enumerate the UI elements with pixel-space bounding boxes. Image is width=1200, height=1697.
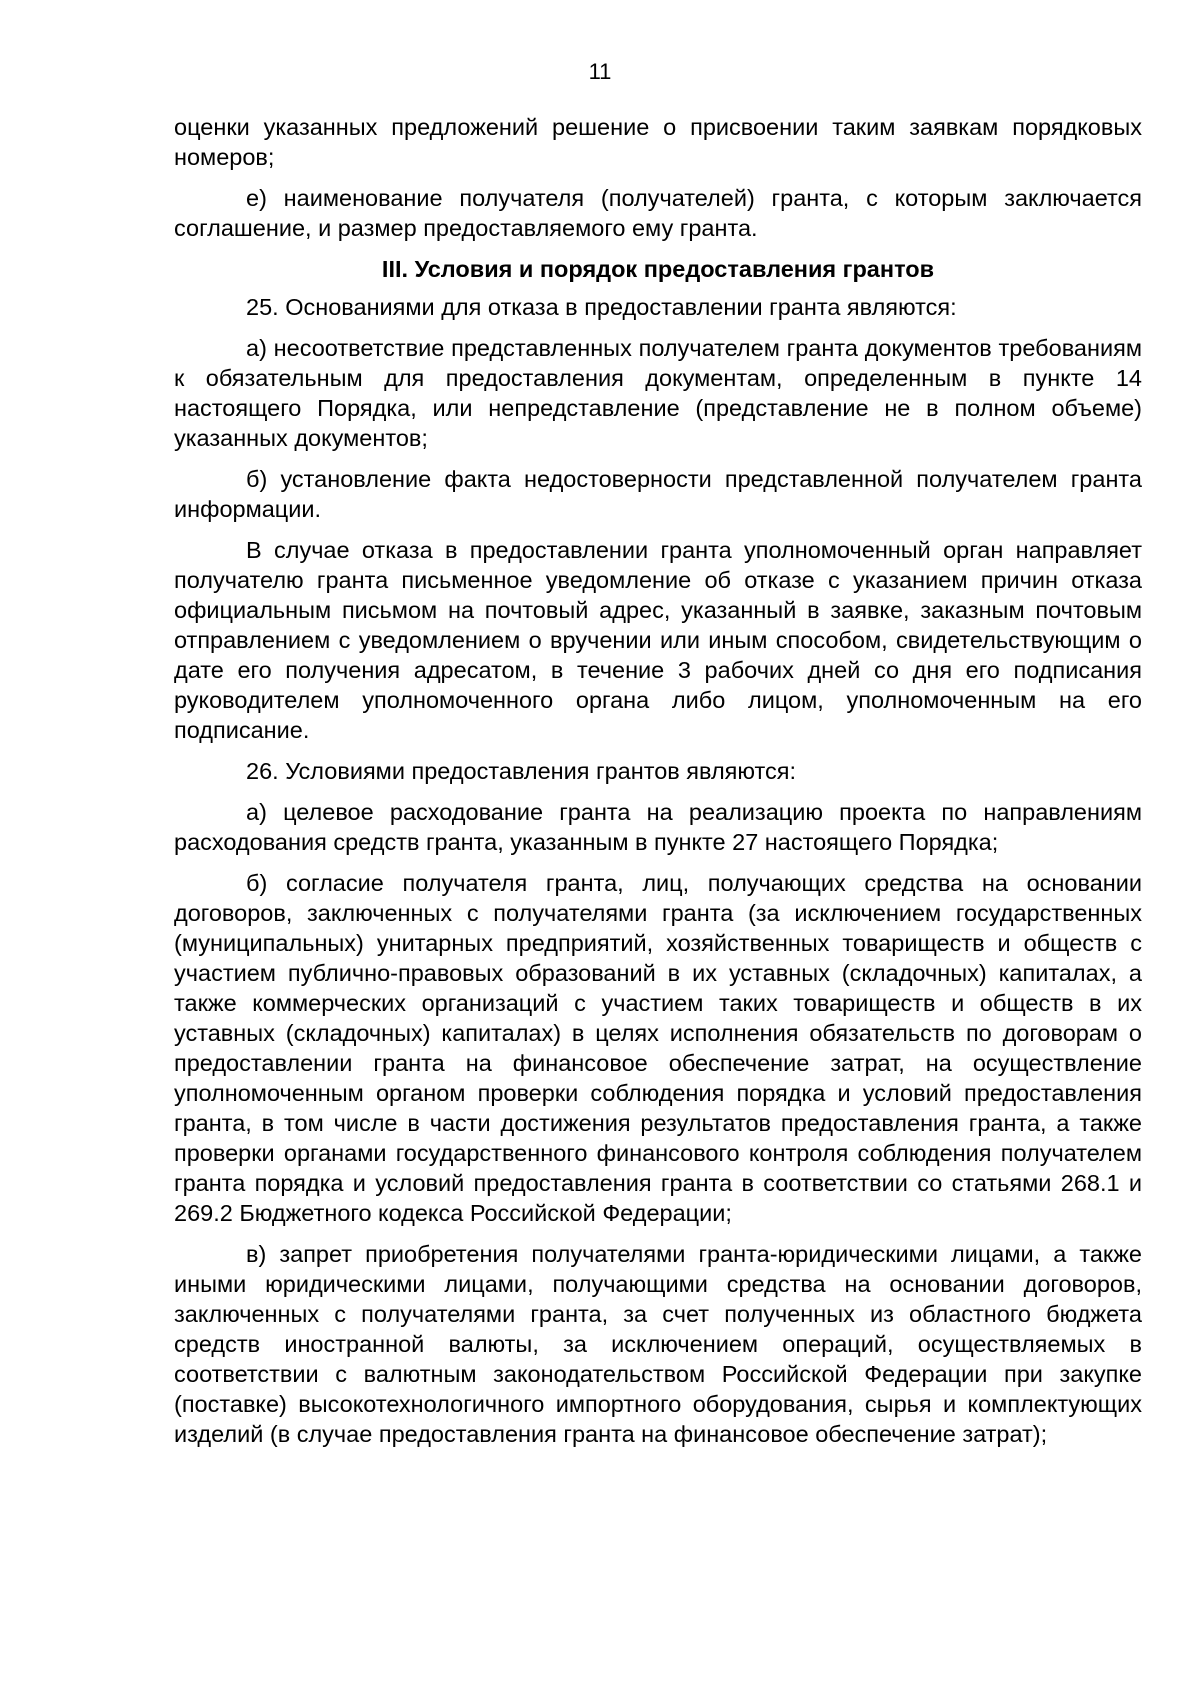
paragraph-clause-25-a: а) несоответствие представленных получателем гранта документов требованиям к обязательным для предоставления документам, определенным в пункте 14 настоящего Порядка, или непредставление (представление не в полном объеме) указанных документов; xyxy=(174,335,1142,451)
paragraph-clause-25: 25. Основаниями для отказа в предоставлении гранта являются: xyxy=(246,294,957,320)
paragraph-clause-26: 26. Условиями предоставления грантов являются: xyxy=(246,758,797,784)
paragraph-refusal-notice: В случае отказа в предоставлении гранта уполномоченный орган направляет получателю гранта письменное уведомление об отказе с указанием причин отказа официальным письмом на почтовый адрес, указанный в заявке, заказным почтовым отправлением с уведомлением о вручении или иным способом, свидетельствующим о дате его получения адресатом, в течение 3 рабочих дней со дня его подписания руководителем уполномоченного органа либо лицом, уполномоченным на его подписание. xyxy=(174,537,1142,743)
paragraph-clause-25-b: б) установление факта недостоверности представленной получателем гранта информации. xyxy=(174,466,1142,522)
paragraph-clause-26-a: а) целевое расходование гранта на реализацию проекта по направлениям расходования средств гранта, указанным в пункте 27 настоящего Порядка; xyxy=(174,799,1142,855)
section-heading: III. Условия и порядок предоставления грантов xyxy=(381,256,935,282)
paragraph-clause-26-v: в) запрет приобретения получателями гранта-юридическими лицами, а также иными юридическими лицами, получающими средства на основании договоров, заключенных с получателями гранта, за счет полученных из областного бюджета средств иностранной валюты, за исключением операций, осуществляемых в соответствии с валютным законодательством Российской Федерации при закупке (поставке) высокотехнологичного импортного оборудования, сырья и комплектующих изделий (в случае предоставления гранта на финансовое обеспечение затрат); xyxy=(174,1241,1142,1447)
paragraph-clause-26-b: б) согласие получателя гранта, лиц, получающих средства на основании договоров, заключенных с получателями гранта (за исключением государственных (муниципальных) унитарных предприятий, хозяйственных товариществ и обществ с участием публично-правовых образований в их уставных (складочных) капиталах, а также коммерческих организаций с участием таких товариществ и обществ в их уставных (складочных) капиталах) в целях исполнения обязательств по договорам о предоставлении гранта на финансовое обеспечение затрат, на осуществление уполномоченным органом проверки соблюдения порядка и условий предоставления гранта, в том числе в части достижения результатов предоставления гранта, а также проверки органами государственного финансового контроля соблюдения получателем гранта порядка и условий предоставления гранта в соответствии со статьями 268.1 и 269.2 Бюджетного кодекса Российской Федерации; xyxy=(174,870,1142,1226)
document-body xyxy=(174,112,1142,1460)
paragraph-item-e: е) наименование получателя (получателей) гранта, с которым заключается соглашение, и размер предоставляемого ему гранта. xyxy=(174,185,1142,241)
paragraph-continuation: оценки указанных предложений решение о присвоении таким заявкам порядковых номеров; xyxy=(174,114,1142,170)
page-number: 11 xyxy=(588,59,612,84)
